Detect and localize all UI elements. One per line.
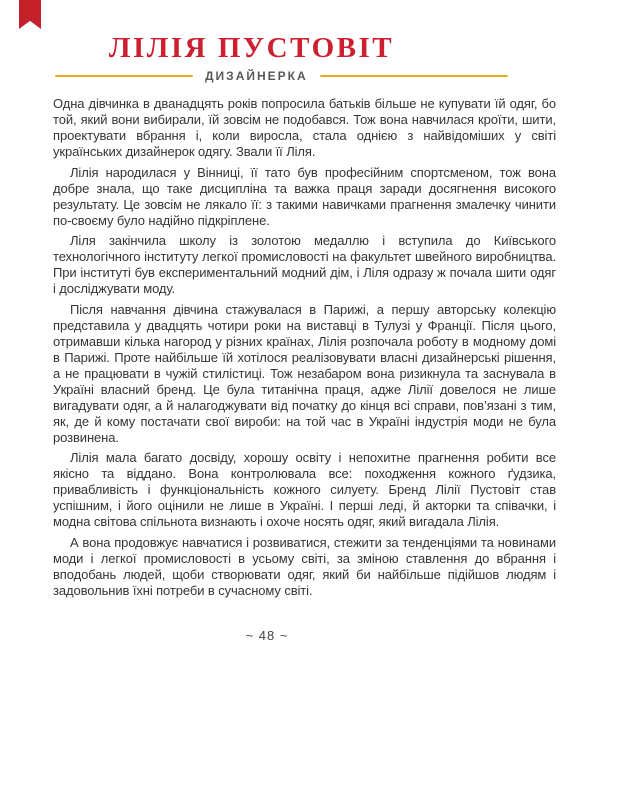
paragraph: Лілія народилася у Вінниці, її тато був професійним спортсменом, тож вона добре знала, що таке дисципліна та важка праця заради досягнення високого результату. Це зовсім не лякало її: з такими навичками прагнення змалечку чинити по-своєму було надійно підкріплене. — [53, 164, 556, 228]
gold-rule-right — [320, 75, 508, 77]
article-body — [53, 96, 556, 603]
paragraph: Ліля закінчила школу із золотою медаллю і вступила до Київського технологічного інституту легкої промисловості на факультет швейного виробництва. При інституті був експериментальний модний дім, і Ліля одразу ж почала шити одяг і досліджувати моду. — [53, 233, 556, 296]
paragraph: Лілія мала багато досвіду, хорошу освіту і непохитне прагнення робити все якісно та віддано. Вона контролювала все: походження кожного ґудзика, привабливість і функціональність кожного силуету. Бренд Лілії Пустовіт став успішним, і його оцінили не лише в Україні. І перші леді, й акторки та співачки, і модна світова спільнота визнають і охоче носять одяг, який вигадала Лілія. — [53, 450, 556, 529]
paragraph: А вона продовжує навчатися і розвиватися, стежити за тенденціями та новинами моди і легкої промисловості в усьому світі, за зміною ставлення до вбрання і вподобань людей, щоби створювати одяг, який би найбільше підійшов людям і задовольнив їхні потреби в сучасному світі. — [53, 534, 556, 598]
page-title: ЛІЛІЯ ПУСТОВІТ — [108, 32, 395, 64]
bookmark-ribbon-icon — [19, 0, 41, 29]
paragraph: Одна дівчинка в дванадцять років попросила батьків більше не купувати їй одяг, бо той, який вони вибирали, їй зовсім не подобався. Тож вона навчилася кроїти, шити, проектувати вбрання і, коли виросла, стала однією з найвідоміших у світі українських дизайнерок одягу. Звали її Ліля. — [53, 96, 556, 159]
page-number: ~ 48 ~ — [245, 628, 289, 643]
paragraph: Після навчання дівчина стажувалася в Парижі, а першу авторську колекцію представила у двадцять чотири роки на виставці в Тулузі у Франції. Після цього, отримавши кілька нагород у різних країнах, Лілія розпочала роботу в модному домі в Парижі. Проте найбільше їй хотілося реалізовувати власні дизайнерські рішення, а не працювати в чужій стилістиці. Тож незабаром вона ризикнула та заснувала в Україні власний бренд. Це була титанічна праця, адже Лілії довелося не лише вигадувати одяг, а й налагоджувати від початку до кінця всі справи, пов’язані з тим, як, де й кому постачати свої вироби: на той час в Україні індустрія моди не була розвинена. — [53, 301, 556, 445]
gold-rule-left — [55, 75, 193, 77]
subtitle-row — [55, 69, 508, 83]
page-subtitle: ДИЗАЙНЕРКА — [205, 69, 308, 83]
